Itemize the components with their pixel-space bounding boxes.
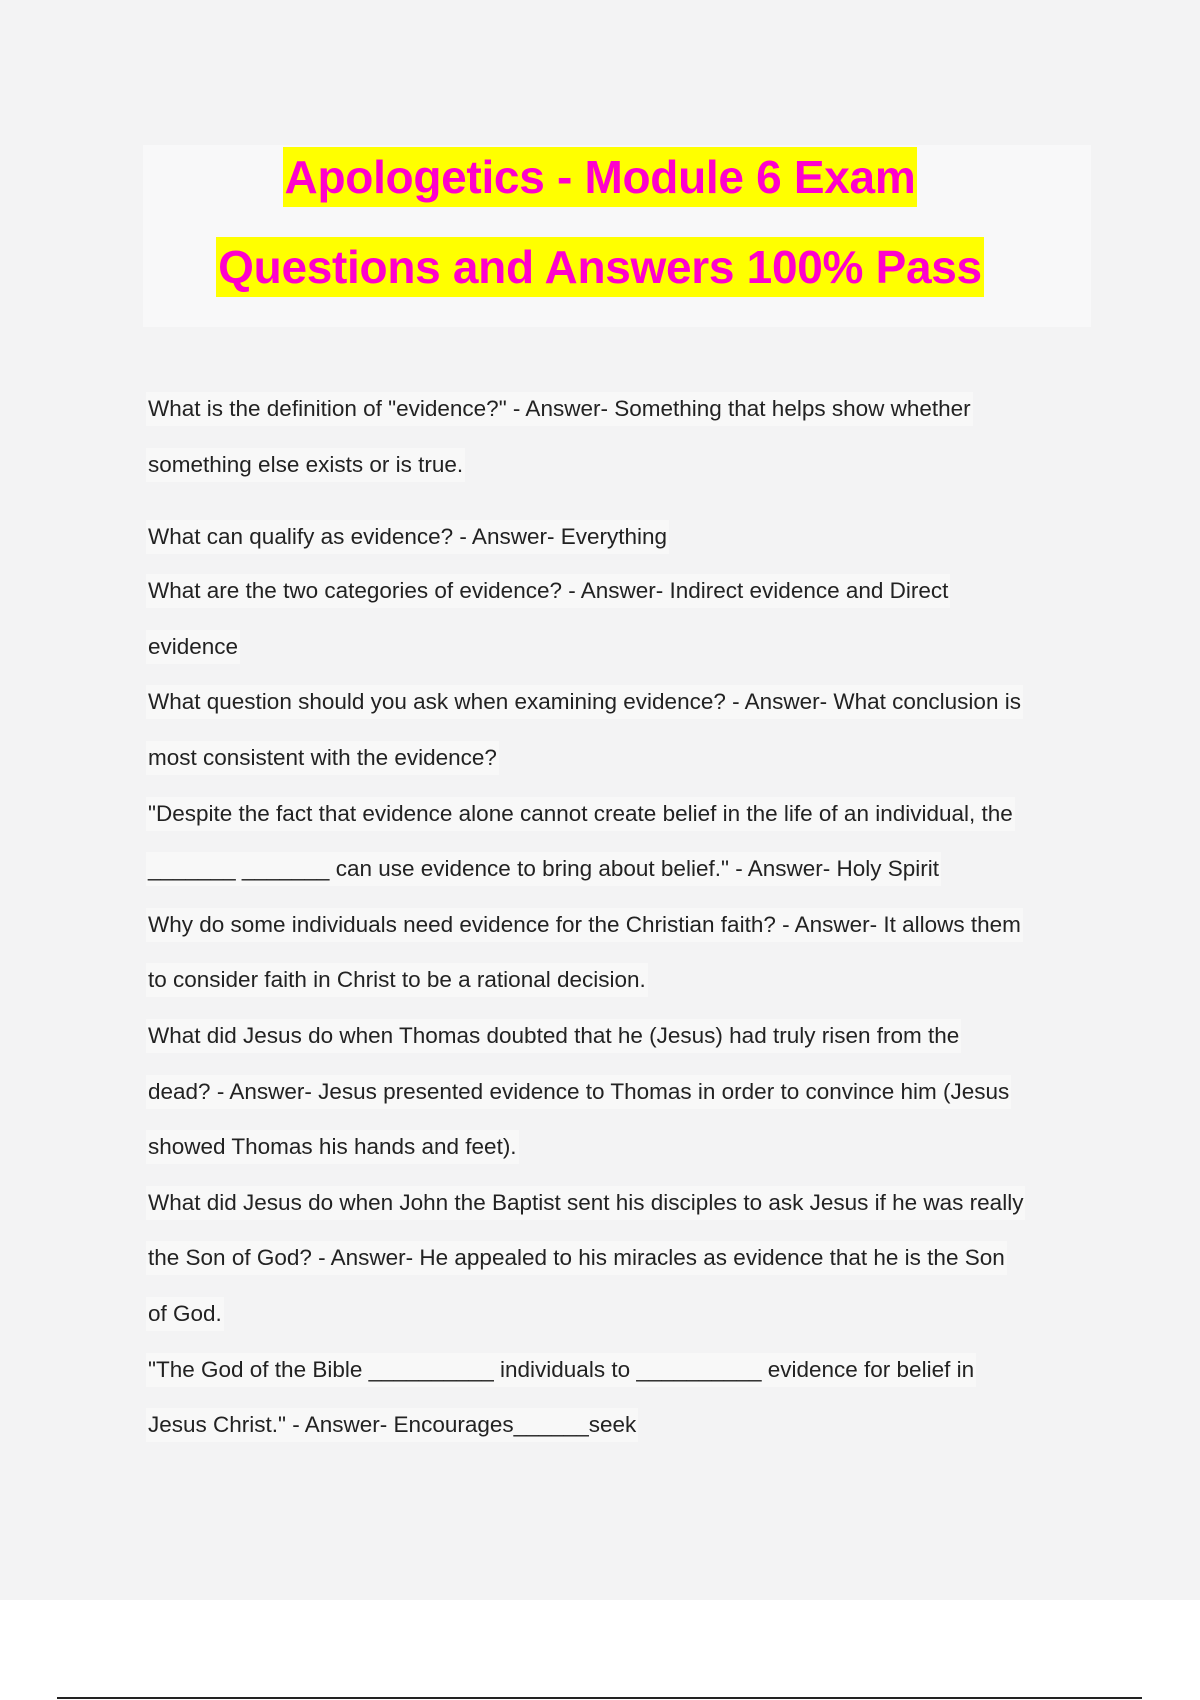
text-line: "Despite the fact that evidence alone cannot create belief in the life of an individual, the (146, 797, 1015, 831)
text-line: What did Jesus do when John the Baptist sent his disciples to ask Jesus if he was really (146, 1186, 1025, 1220)
text-line: What did Jesus do when Thomas doubted that he (Jesus) had truly risen from the (146, 1019, 961, 1053)
title-line-1-wrap (0, 147, 1200, 207)
text-line: Why do some individuals need evidence for the Christian faith? - Answer- It allows them (146, 908, 1023, 942)
text-line: showed Thomas his hands and feet). (146, 1130, 519, 1164)
text-line: What question should you ask when examining evidence? - Answer- What conclusion is (146, 685, 1023, 719)
text-line: Jesus Christ." - Answer- Encourages______seek (146, 1408, 638, 1442)
text-line: evidence (146, 630, 240, 664)
text-line: What can qualify as evidence? - Answer- Everything (146, 520, 669, 554)
text-line: What is the definition of "evidence?" - Answer- Something that helps show whether (146, 392, 973, 426)
text-line: most consistent with the evidence? (146, 741, 499, 775)
text-line: What are the two categories of evidence? - Answer- Indirect evidence and Direct (146, 574, 950, 608)
text-line: _______ _______ can use evidence to bring about belief." - Answer- Holy Spirit (146, 852, 941, 886)
title-line-2-wrap (0, 237, 1200, 297)
document-title-line-2: Questions and Answers 100% Pass (216, 237, 984, 297)
text-line: something else exists or is true. (146, 448, 465, 482)
text-line: to consider faith in Christ to be a rational decision. (146, 963, 648, 997)
text-line: the Son of God? - Answer- He appealed to his miracles as evidence that he is the Son (146, 1241, 1007, 1275)
text-line: "The God of the Bible __________ individuals to __________ evidence for belief in (146, 1353, 976, 1387)
document-title-line-1: Apologetics - Module 6 Exam (283, 147, 918, 207)
text-line: of God. (146, 1297, 224, 1331)
text-line: dead? - Answer- Jesus presented evidence to Thomas in order to convince him (Jesus (146, 1075, 1011, 1109)
footer-divider (57, 1697, 1142, 1699)
